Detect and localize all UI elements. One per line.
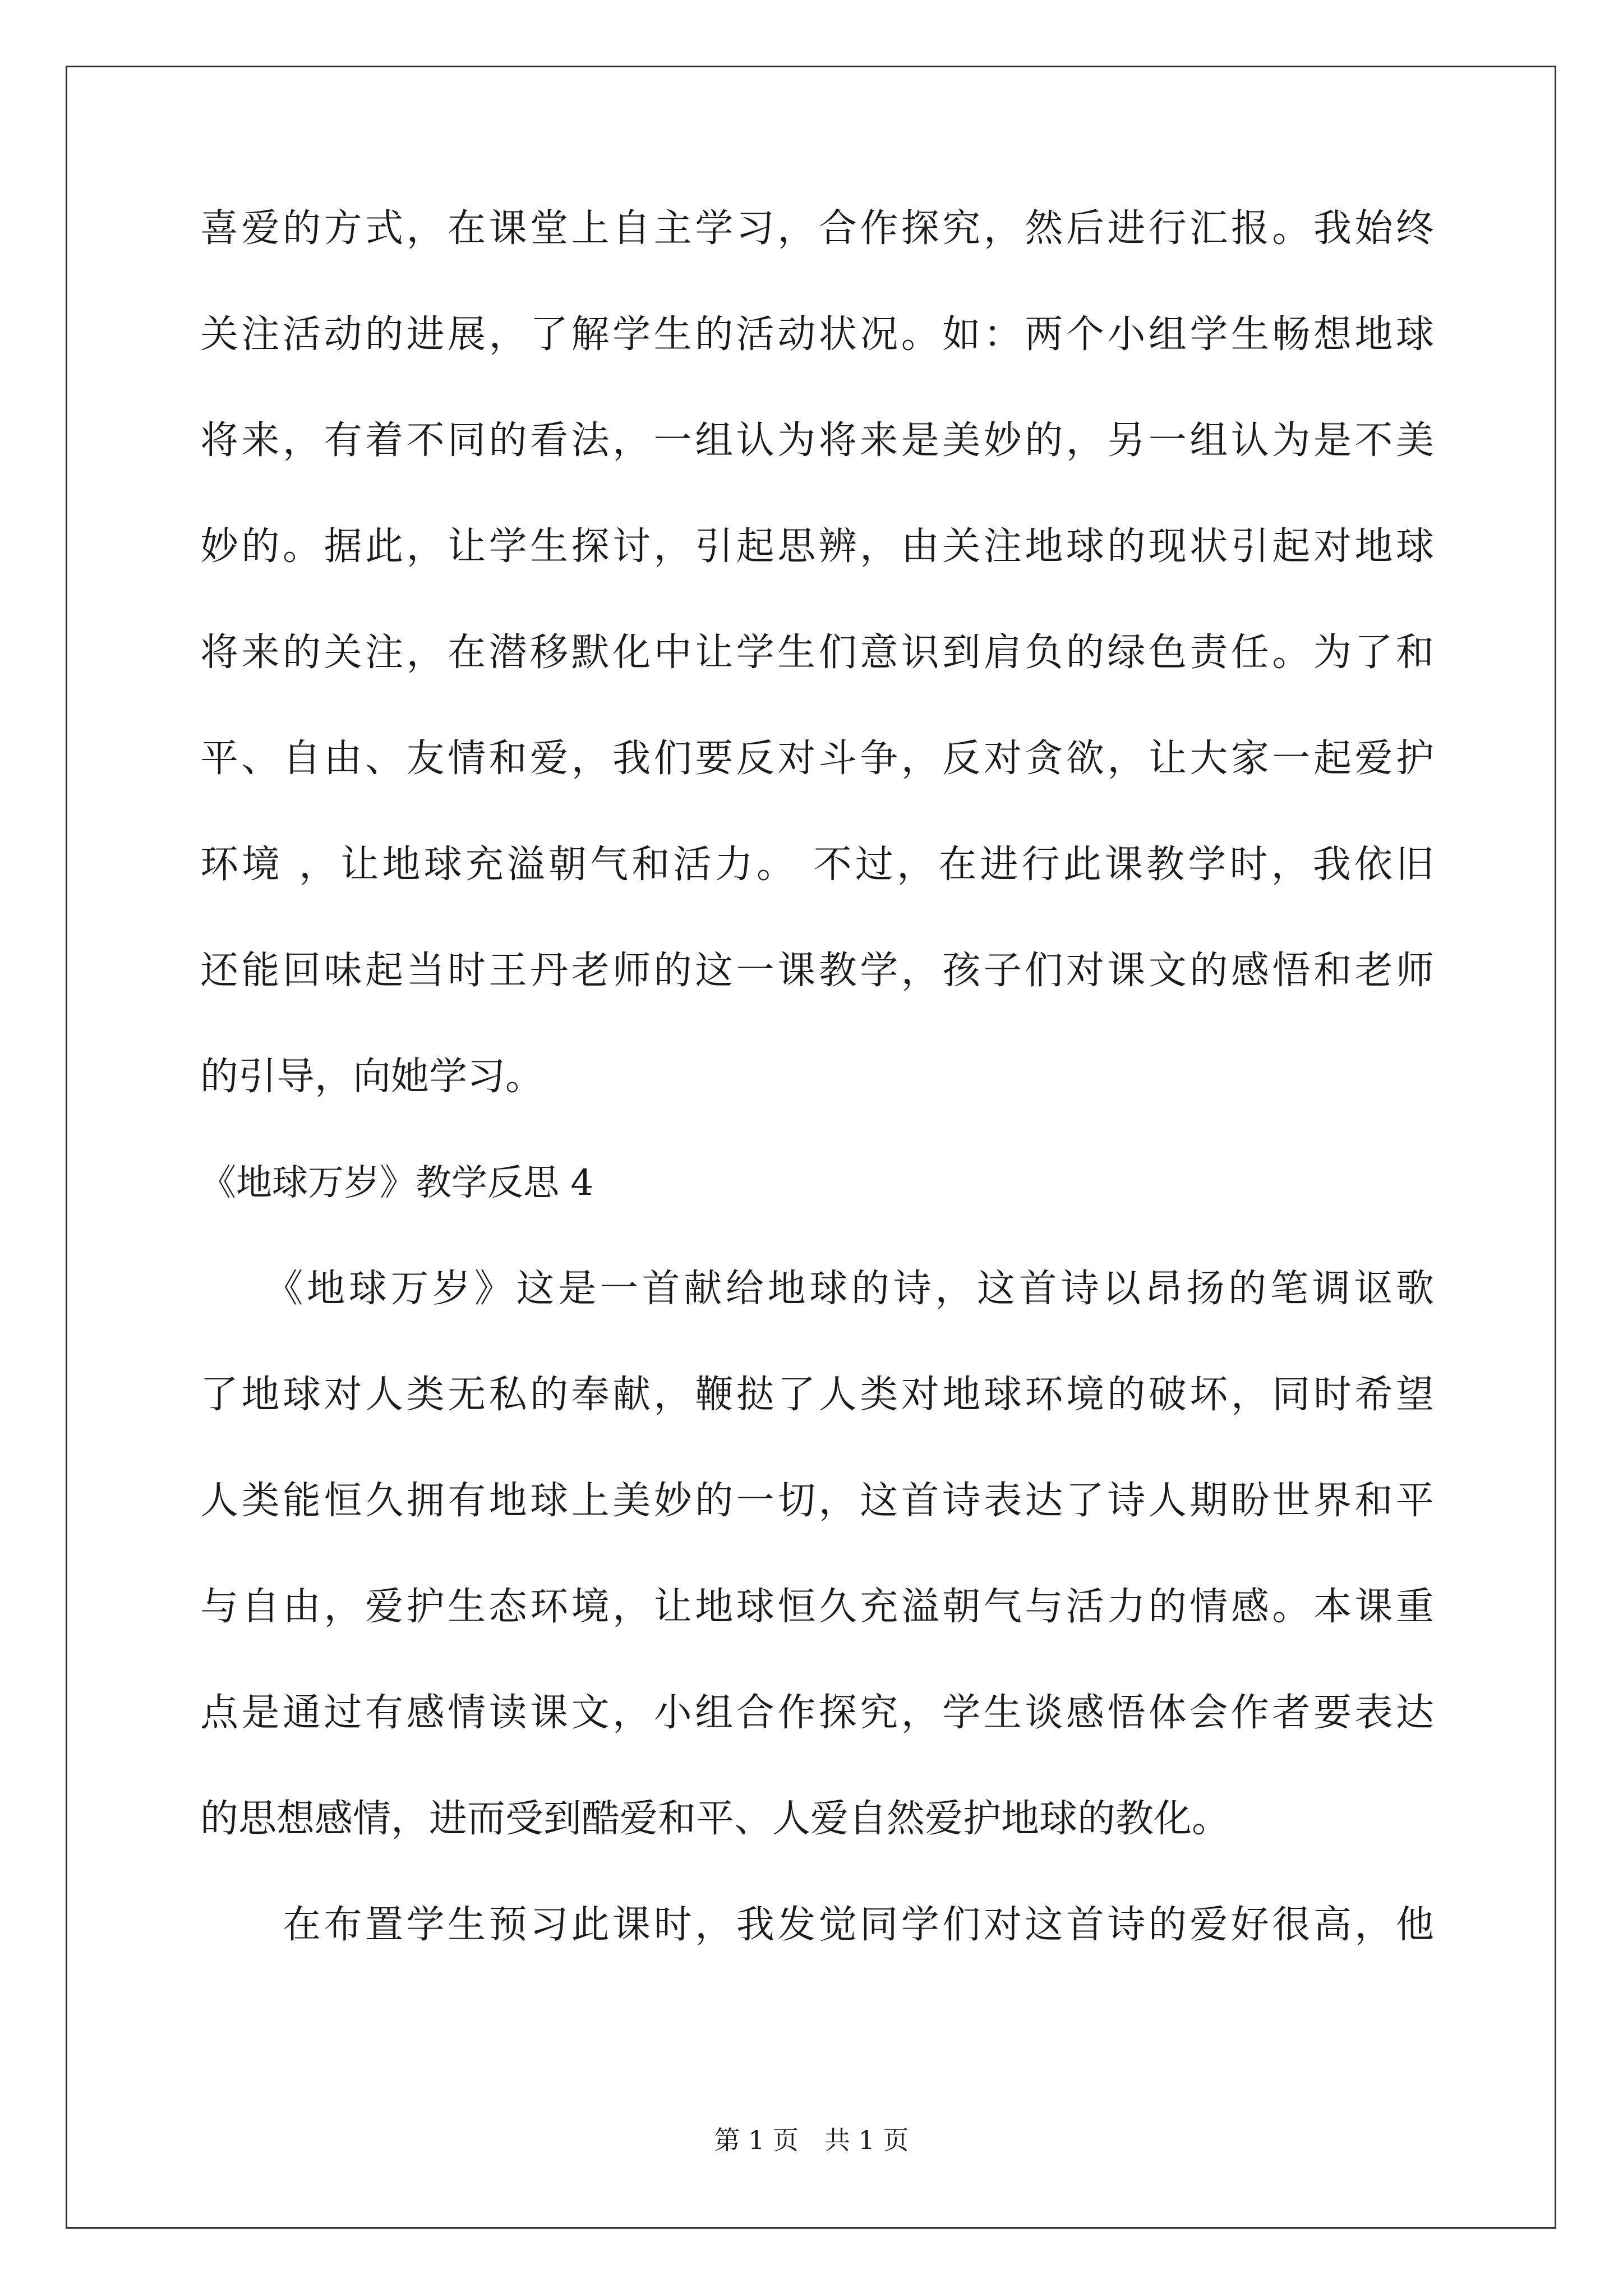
text-line: 喜爱的方式，在课堂上自主学习，合作探究，然后进行汇报。我始终 — [200, 206, 1434, 251]
page-footer: 第 1 页 共 1 页 — [714, 2125, 909, 2155]
section-heading: 《地球万岁》教学反思 4 — [200, 1162, 594, 1204]
text-line: 人类能恒久拥有地球上美妙的一切，这首诗表达了诗人期盼世界和平 — [200, 1479, 1434, 1523]
text-line: 平、自由、友情和爱，我们要反对斗争，反对贪欲，让大家一起爱护 — [200, 737, 1434, 781]
text-line: 的思想感情，进而受到酷爱和平、人爱自然爱护地球的教化。 — [200, 1797, 1230, 1841]
text-line: 妙的。据此，让学生探讨，引起思辨，由关注地球的现状引起对地球 — [200, 524, 1434, 569]
text-line: 将来，有着不同的看法，一组认为将来是美妙的，另一组认为是不美 — [200, 418, 1434, 463]
text-line: 将来的关注，在潜移默化中让学生们意识到肩负的绿色责任。为了和 — [200, 631, 1434, 675]
text-line: 了地球对人类无私的奉献，鞭挞了人类对地球环境的破坏，同时希望 — [200, 1373, 1434, 1417]
text-line: 在布置学生预习此课时，我发觉同学们对这首诗的爱好很高，他 — [200, 1903, 1434, 1947]
text-line: 关注活动的进展，了解学生的活动状况。如：两个小组学生畅想地球 — [200, 312, 1434, 357]
document-body — [200, 202, 1434, 2004]
text-line: 的引导，向她学习。 — [200, 1055, 544, 1099]
text-line: 环境 ，让地球充溢朝气和活力。 不过，在进行此课教学时，我依旧 — [200, 843, 1434, 887]
text-line: 点是通过有感情读课文，小组合作探究，学生谈感悟体会作者要表达 — [200, 1691, 1434, 1735]
text-line: 还能回味起当时王丹老师的这一课教学，孩子们对课文的感悟和老师 — [200, 949, 1434, 993]
text-line: 与自由，爱护生态环境，让地球恒久充溢朝气与活力的情感。本课重 — [200, 1585, 1434, 1629]
text-line: 《地球万岁》这是一首献给地球的诗，这首诗以昂扬的笔调讴歌 — [200, 1267, 1434, 1311]
